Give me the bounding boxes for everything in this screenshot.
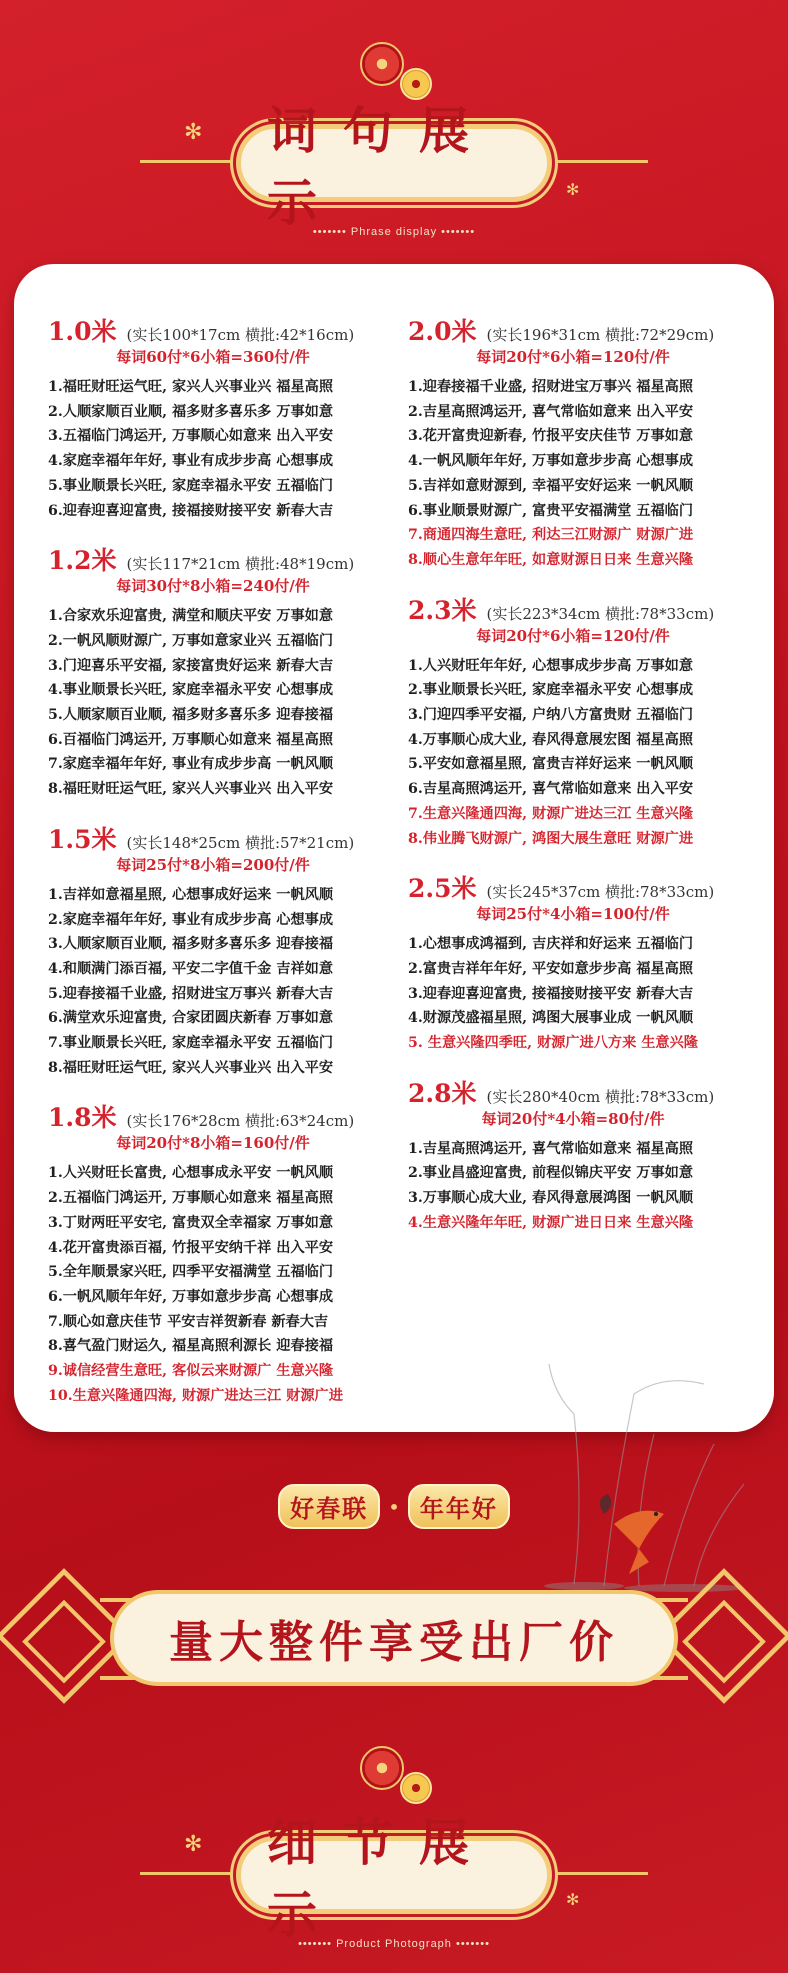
couplet-line: 6.事业顺景财源广, 富贵平安福满堂 五福临门 — [408, 502, 694, 519]
couplet-line: 5. 生意兴隆四季旺, 财源广进八方来 生意兴隆 — [408, 1035, 698, 1052]
size-spec: (实长117*21cm 横批:48*19cm) — [126, 555, 355, 574]
couplet-line: 7.顺心如意庆佳节 平安吉祥贺新春 新春大吉 — [48, 1313, 329, 1330]
couplet-line: 1.福旺财旺运气旺, 家兴人兴事业兴 福星高照 — [48, 379, 334, 395]
size-section — [48, 312, 408, 523]
couplet-line: 1.人兴财旺长富贵, 心想事成永平安 一帆风顺 — [48, 1165, 334, 1182]
couplet-line: 8.伟业腾飞财源广, 鸿图大展生意旺 财源广进 — [408, 830, 694, 847]
price-banner — [0, 1568, 788, 1708]
couplet-line: 3.人顺家顺百业顺, 福多财多喜乐多 迎春接福 — [48, 936, 334, 953]
gold-rail — [140, 160, 240, 163]
promo-tag — [0, 1484, 788, 1529]
size-label: 2.5米 — [408, 874, 477, 904]
promo-tag-dot: • — [388, 1494, 400, 1519]
sparkle-icon: ✻ — [184, 1832, 203, 1857]
couplet-line: 1.迎春接福千业盛, 招财进宝万事兴 福星高照 — [408, 379, 694, 395]
banner-plate — [110, 1590, 678, 1686]
size-spec: (实长245*37cm 横批:78*33cm) — [486, 883, 715, 902]
couplet-line: 3.丁财两旺平安宅, 富贵双全幸福家 万事如意 — [48, 1214, 334, 1231]
size-heading — [408, 312, 758, 346]
couplet-line: 5.吉祥如意财源到, 幸福平安好运来 一帆风顺 — [408, 477, 694, 494]
couplet-line: 8.顺心生意年年旺, 如意财源日日来 生意兴隆 — [408, 551, 694, 568]
section-title: 词句展示 — [267, 101, 495, 232]
size-section — [48, 1098, 408, 1408]
couplet-line: 2.富贵吉祥年年好, 平安如意步步高 福星高照 — [408, 960, 694, 977]
sparkle-icon: ✻ — [184, 120, 203, 145]
couplet-line: 1.合家欢乐迎富贵, 满堂和顺庆平安 万事如意 — [48, 608, 334, 625]
size-spec: (实长100*17cm 横批:42*16cm) — [126, 326, 355, 344]
couplet-line: 1.吉祥如意福星照, 心想事成好运来 一帆风顺 — [48, 886, 334, 903]
phrase-card — [14, 264, 774, 1432]
couplet-line: 3.门迎喜乐平安福, 家接富贵好运来 新春大吉 — [48, 657, 334, 674]
couplet-line: 4.万事顺心成大业, 春风得意展宏图 福星高照 — [408, 731, 694, 748]
sparkle-icon: ✻ — [566, 180, 580, 199]
packing-info: 每词60付*6小箱=360付/件 — [116, 348, 310, 366]
couplet-line: 2.吉星高照鸿运开, 喜气常临如意来 出入平安 — [408, 403, 694, 420]
couplet-line: 4.家庭幸福年年好, 事业有成步步高 心想事成 — [48, 453, 334, 470]
size-spec: (实长223*34cm 横批:78*33cm) — [486, 604, 715, 623]
couplet-line: 4.花开富贵添百福, 竹报平安纳千祥 出入平安 — [48, 1239, 334, 1256]
plum-flower-icon — [360, 1746, 404, 1790]
couplet-line: 6.吉星高照鸿运开, 喜气常临如意来 出入平安 — [408, 781, 694, 798]
couplet-line: 1.心想事成鸿福到, 吉庆祥和好运来 五福临门 — [408, 936, 694, 953]
size-label: 1.0米 — [48, 317, 117, 346]
couplet-line: 9.诚信经营生意旺, 客似云来财源广 生意兴隆 — [48, 1363, 334, 1380]
size-heading — [408, 869, 758, 904]
right-column — [408, 312, 758, 1254]
couplet-line: 3.迎春迎喜迎富贵, 接福接财接平安 新春大吉 — [408, 985, 694, 1002]
size-section — [48, 541, 408, 802]
packing-info: 每词25付*8小箱=200付/件 — [116, 855, 310, 874]
couplet-line: 5.全年顺景家兴旺, 四季平安福满堂 五福临门 — [48, 1264, 334, 1281]
gold-rail — [548, 160, 648, 163]
couplet-line: 3.花开富贵迎新春, 竹报平安庆佳节 万事如意 — [408, 428, 694, 445]
couplet-line: 1.人兴财旺年年好, 心想事成步步高 万事如意 — [408, 657, 694, 674]
couplet-line: 7.商通四海生意旺, 利达三江财源广 财源广进 — [408, 527, 694, 544]
couplet-line: 2.一帆风顺财源广, 万事如意家业兴 五福临门 — [48, 632, 334, 649]
ink-painting-decoration — [544, 1324, 754, 1594]
size-heading — [48, 1098, 408, 1133]
size-spec: (实长176*28cm 横批:63*24cm) — [126, 1112, 355, 1131]
size-label: 1.8米 — [48, 1103, 117, 1133]
size-section — [408, 591, 758, 852]
packing-info: 每词20付*6小箱=120付/件 — [476, 348, 670, 366]
size-spec: (实长196*31cm 横批:72*29cm) — [486, 326, 715, 344]
packing-info: 每词30付*8小箱=240付/件 — [116, 577, 310, 596]
couplet-line: 4.生意兴隆年年旺, 财源广进日日来 生意兴隆 — [408, 1214, 694, 1231]
promo-tag-left: 好春联 — [278, 1484, 380, 1529]
plum-flower-icon — [360, 42, 404, 86]
size-label: 1.2米 — [48, 546, 117, 576]
couplet-line: 3.万事顺心成大业, 春风得意展鸿图 一帆风顺 — [408, 1190, 694, 1207]
couplet-line: 1.吉星高照鸿运开, 喜气常临如意来 福星高照 — [408, 1140, 694, 1157]
couplet-line: 6.满堂欢乐迎富贵, 合家团圆庆新春 万事如意 — [48, 1010, 334, 1027]
size-spec: (实长148*25cm 横批:57*21cm) — [126, 833, 355, 852]
left-column — [48, 312, 408, 1427]
packing-info: 每词25付*4小箱=100付/件 — [476, 905, 670, 924]
couplet-line: 7.家庭幸福年年好, 事业有成步步高 一帆风顺 — [48, 756, 334, 773]
couplet-line: 2.事业顺景长兴旺, 家庭幸福永平安 心想事成 — [408, 682, 694, 699]
size-heading — [408, 591, 758, 625]
gold-rail — [548, 1872, 648, 1875]
size-section — [408, 1074, 758, 1236]
couplet-line: 10.生意兴隆通四海, 财源广进达三江 财源广进 — [48, 1387, 343, 1404]
couplet-line: 6.迎春迎喜迎富贵, 接福接财接平安 新春大吉 — [48, 502, 334, 519]
size-label: 1.5米 — [48, 824, 117, 854]
size-spec: (实长280*40cm 横批:78*33cm) — [486, 1087, 715, 1106]
couplet-line: 2.家庭幸福年年好, 事业有成步步高 心想事成 — [48, 911, 334, 928]
packing-info: 每词20付*6小箱=120付/件 — [476, 626, 670, 645]
couplet-line: 5.人顺家顺百业顺, 福多财多喜乐多 迎春接福 — [48, 707, 334, 724]
couplet-line: 6.百福临门鸿运开, 万事顺心如意来 福星高照 — [48, 731, 334, 748]
couplet-line: 2.人顺家顺百业顺, 福多财多喜乐多 万事如意 — [48, 403, 334, 420]
couplet-line: 8.福旺财旺运气旺, 家兴人兴事业兴 出入平安 — [48, 781, 334, 798]
couplet-line: 4.一帆风顺年年好, 万事如意步步高 心想事成 — [408, 453, 694, 470]
size-label: 2.3米 — [408, 595, 477, 625]
gold-rail — [140, 1872, 240, 1875]
size-heading — [408, 1074, 758, 1108]
size-label: 2.0米 — [408, 317, 477, 346]
couplet-line: 4.和顺满门添百福, 平安二字值千金 吉祥如意 — [48, 960, 334, 977]
couplet-line: 6.一帆风顺年年好, 万事如意步步高 心想事成 — [48, 1288, 334, 1305]
couplet-line: 5.迎春接福千业盛, 招财进宝万事兴 新春大吉 — [48, 985, 334, 1002]
couplet-line: 7.事业顺景长兴旺, 家庭幸福永平安 五福临门 — [48, 1035, 334, 1052]
couplet-line: 5.事业顺景长兴旺, 家庭幸福永平安 五福临门 — [48, 477, 334, 494]
promo-tag-right: 年年好 — [408, 1484, 510, 1529]
sparkle-icon: ✻ — [566, 1890, 580, 1909]
size-section — [48, 820, 408, 1081]
plum-flower-icon — [400, 1772, 432, 1804]
size-section — [408, 312, 758, 573]
couplet-line: 8.福旺财旺运气旺, 家兴人兴事业兴 出入平安 — [48, 1059, 334, 1076]
size-heading — [48, 312, 408, 346]
size-heading — [48, 820, 408, 854]
packing-info: 每词20付*8小箱=160付/件 — [116, 1134, 310, 1153]
couplet-line: 8.喜气盈门财运久, 福星高照利源长 迎春接福 — [48, 1338, 334, 1355]
couplet-line: 2.五福临门鸿运开, 万事顺心如意来 福星高照 — [48, 1190, 334, 1207]
couplet-line: 3.门迎四季平安福, 户纳八方富贵财 五福临门 — [408, 707, 694, 724]
couplet-line: 3.五福临门鸿运开, 万事顺心如意来 出入平安 — [48, 428, 334, 445]
flower-decoration — [350, 1744, 450, 1808]
packing-info: 每词20付*4小箱=80付/件 — [481, 1109, 665, 1128]
size-label: 2.8米 — [408, 1078, 477, 1108]
couplet-line: 5.平安如意福星照, 富贵吉祥好运来 一帆风顺 — [408, 756, 694, 773]
size-section — [408, 869, 758, 1056]
couplet-line: 4.财源茂盛福星照, 鸿图大展事业成 一帆风顺 — [408, 1010, 694, 1027]
section-subtitle: ••••••• Product Photograph ••••••• — [298, 1938, 490, 1950]
couplet-line: 4.事业顺景长兴旺, 家庭幸福永平安 心想事成 — [48, 682, 334, 699]
size-heading — [48, 541, 408, 576]
banner-text: 量大整件享受出厂价 — [169, 1617, 619, 1668]
couplet-line: 7.生意兴隆通四海, 财源广进达三江 生意兴隆 — [408, 805, 694, 822]
couplet-line: 2.事业昌盛迎富贵, 前程似锦庆平安 万事如意 — [408, 1165, 694, 1182]
section-title: 细节展示 — [267, 1813, 495, 1944]
section-subtitle: ••••••• Phrase display ••••••• — [312, 226, 476, 238]
